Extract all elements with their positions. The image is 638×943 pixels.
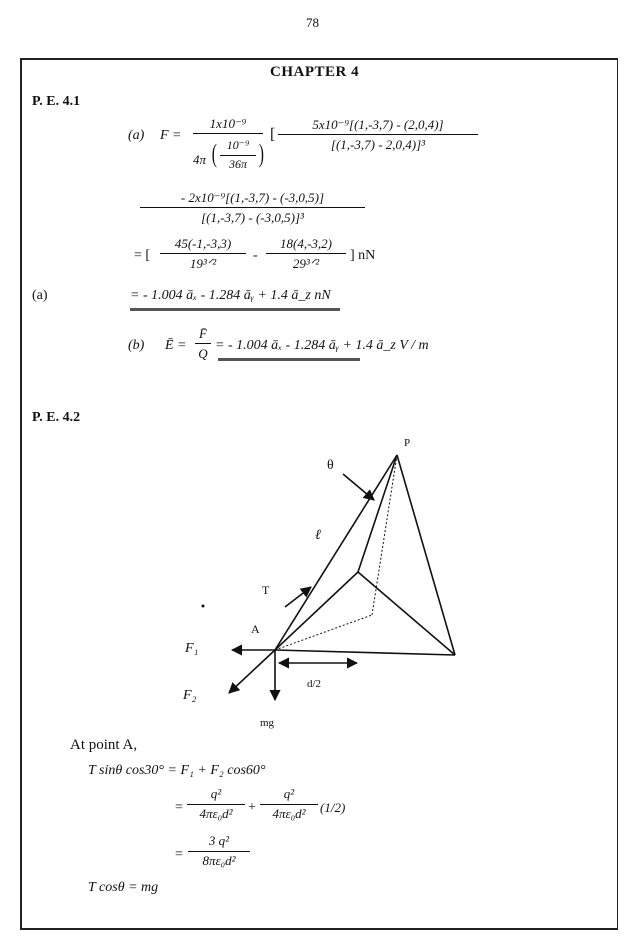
eq3-denominator: 8πε₀d² [202, 853, 236, 868]
theta-arrow [343, 474, 374, 500]
label-d2: d/2 [307, 678, 322, 690]
frac3-numerator: - 2x10⁻⁹[(1,-3,7) - (-3,0,5)] [180, 190, 325, 205]
pe41-heading: P. E. 4.1 [32, 94, 81, 109]
frac5-denominator: 29³ᐟ² [292, 256, 320, 271]
open-bracket: [ [270, 126, 276, 143]
frac4-numerator: 45(-1,-3,3) [174, 236, 232, 251]
eq3-prefix: = [175, 847, 183, 862]
eq2-f1-numerator: q² [210, 786, 222, 801]
label-ell: ℓ [315, 528, 321, 543]
part-a-label: (a) [128, 128, 145, 143]
frac6-numerator: F̄ [199, 326, 207, 341]
page-number: 78 [306, 15, 319, 30]
T-arrow [285, 587, 311, 607]
line3-minus: - [253, 248, 258, 263]
result-a: = - 1.004 āₓ - 1.284 āᵧ + 1.4 ā_z nN [130, 288, 331, 303]
F-lhs: F = [160, 128, 182, 143]
label-T: T [262, 583, 270, 597]
frac1-paren-left: ( [211, 139, 217, 168]
frac4-denominator: 19³ᐟ² [189, 256, 217, 271]
E-lhs: Ē = [165, 338, 187, 353]
label-F2: F₂ [183, 688, 197, 703]
eq2-prefix: = [175, 800, 183, 815]
eq3-numerator: 3 q² [208, 833, 230, 848]
frac5-numerator: 18(4,-3,2) [280, 236, 332, 251]
part-b-label: (b) [128, 338, 145, 353]
line3-prefix: = [ [134, 248, 151, 263]
eq2-f2-numerator: q² [283, 786, 295, 801]
base-edge-front [275, 650, 455, 655]
pe42-eq4: T cosθ = mg [88, 880, 159, 895]
label-theta: θ [327, 458, 334, 473]
pe42-eq1: T sinθ cos30° = F₁ + F₂ cos60° [88, 763, 266, 778]
string-A [275, 455, 397, 650]
eq2-f1-denominator: 4πε₀d² [199, 806, 233, 821]
F2-arrow [229, 650, 275, 693]
label-F1: F₁ [185, 641, 199, 656]
eq2-plus: + [248, 800, 256, 815]
frac6-denominator: Q [198, 346, 208, 361]
line3-suffix: ] nN [350, 248, 376, 263]
pe42-heading: P. E. 4.2 [32, 410, 81, 425]
frac2-denominator: [(1,-3,7) - 2,0,4)]³ [330, 137, 426, 152]
frac1-paren-right: ) [258, 139, 264, 168]
frac3-denominator: [(1,-3,7) - (-3,0,5)]³ [201, 210, 304, 225]
label-mg: mg [260, 717, 275, 729]
eq3-bar [188, 851, 250, 852]
margin-a-label: (a) [32, 288, 48, 303]
eq2-f2-denominator: 4πε₀d² [272, 806, 306, 821]
string-back [358, 455, 397, 572]
center-dashed [275, 615, 372, 650]
frac2-numerator: 5x10⁻⁹[(1,-3,7) - (2,0,4)] [312, 117, 444, 132]
eq2-f1-bar [187, 804, 245, 805]
stray-dot [202, 605, 205, 608]
frac1-inner-numerator: 10⁻⁹ [226, 138, 250, 152]
frac1-numerator: 1x10⁻⁹ [209, 116, 247, 131]
eq2-f2-bar [260, 804, 318, 805]
eq2-half: (1/2) [320, 800, 346, 815]
string-right [397, 455, 455, 655]
result-b: = - 1.004 āₓ - 1.284 āᵧ + 1.4 ā_z V / m [215, 338, 429, 353]
chapter-title: CHAPTER 4 [270, 64, 360, 80]
label-P: P [404, 437, 411, 449]
frac1-inner-denominator: 36π [228, 157, 247, 171]
frac1-den-prefix: 4π [193, 152, 207, 167]
at-point-text: At point A, [70, 737, 138, 753]
label-A: A [251, 622, 260, 636]
altitude-dashed [372, 455, 397, 615]
